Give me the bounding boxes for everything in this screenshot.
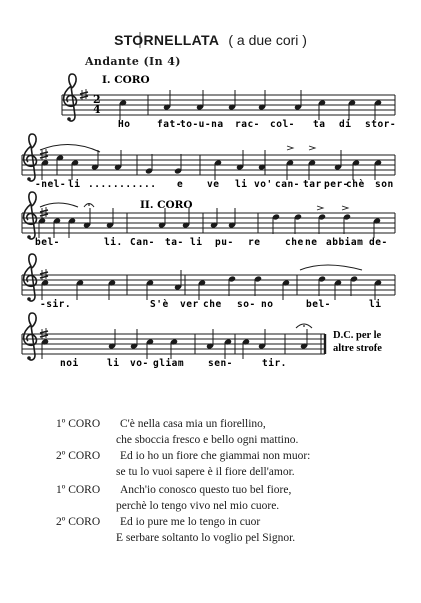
lyric-syllable: ta-	[165, 237, 184, 248]
lyric-syllable: can-	[275, 179, 300, 190]
tempo-marking: Andante (In 4)	[85, 55, 181, 68]
verse-line: Anch'io conosco questo tuo bel fiore,	[120, 484, 292, 496]
time-signature-digit: 4	[93, 103, 101, 116]
lyric-syllable: ne	[305, 237, 318, 248]
time-signature-digit: 2	[93, 93, 101, 106]
dc-instruction: altre strofe	[333, 343, 382, 354]
verse-label: 2º CORO	[56, 516, 101, 528]
lyric-syllable: ...........	[88, 179, 157, 190]
lyric-syllable: ta	[313, 119, 326, 130]
lyric-syllable: noi	[60, 358, 79, 369]
lyric-syllable: Ho	[118, 119, 131, 130]
verse-line: Ed io pure me lo tengo in cuor	[120, 516, 261, 528]
lyric-syllable: Can-	[130, 237, 155, 248]
lyric-syllable: li.	[104, 237, 123, 248]
lyric-syllable: -sir.	[40, 299, 72, 310]
lyric-syllable: col-	[270, 119, 295, 130]
section-label: II. CORO	[140, 199, 193, 211]
lyric-syllable: per-	[324, 179, 349, 190]
lyric-syllable: gliam	[153, 358, 185, 369]
verse-line: C'è nella casa mia un fiorellino,	[120, 418, 266, 430]
lyric-syllable: che	[285, 237, 304, 248]
lyric-syllable: sen-	[208, 358, 233, 369]
verse-line: E serbare soltanto lo voglio pel Signor.	[116, 532, 296, 544]
lyric-syllable: chè	[346, 179, 365, 190]
verse-line: perchè lo tengo vivo nel mio cuore.	[116, 500, 280, 512]
lyric-syllable: ve	[207, 179, 220, 190]
verse-line: che sboccia fresco e bello ogni mattino.	[116, 434, 299, 446]
lyric-syllable: bel-	[306, 299, 331, 310]
lyric-syllable: de-	[369, 237, 388, 248]
song-subtitle: ( a due cori )	[228, 32, 307, 48]
lyric-syllable: vo'	[254, 179, 273, 190]
lyric-syllable: li	[190, 237, 203, 248]
lyric-syllable: e	[177, 179, 184, 190]
dc-instruction: D.C. per le	[333, 330, 382, 341]
lyric-syllable: so-	[237, 299, 256, 310]
song-title: STORNELLATA	[114, 32, 220, 48]
lyric-syllable: rac-	[235, 119, 260, 130]
lyric-syllable: S'è	[150, 299, 169, 310]
lyric-syllable: bel-	[35, 237, 60, 248]
verse-label: 1º CORO	[56, 484, 101, 496]
verse-label: 2º CORO	[56, 450, 101, 462]
lyric-syllable: re	[248, 237, 261, 248]
lyric-syllable: li	[235, 179, 248, 190]
lyric-syllable: ver	[180, 299, 199, 310]
lyric-syllable: tar	[303, 179, 322, 190]
lyric-syllable: tir.	[262, 358, 287, 369]
section-label: I. CORO	[102, 74, 150, 86]
lyric-syllable: -nel-	[35, 179, 67, 190]
lyric-syllable: abbiam	[326, 237, 364, 248]
lyric-syllable: no	[261, 299, 274, 310]
lyric-syllable: che	[203, 299, 222, 310]
lyric-syllable: li	[369, 299, 382, 310]
lyric-syllable: pu-	[215, 237, 234, 248]
lyric-syllable: di	[339, 119, 352, 130]
lyric-syllable: to-u-na	[180, 119, 224, 130]
lyric-syllable: fat-	[157, 119, 182, 130]
verse-line: se tu lo vuoi sapere è il fiore dell'amor.	[116, 466, 295, 478]
lyric-syllable: son	[375, 179, 394, 190]
lyric-syllable: li	[107, 358, 120, 369]
lyric-syllable: stor-	[365, 119, 397, 130]
verse-line: Ed io ho un fiore che giammai non muor:	[120, 450, 311, 462]
lyric-syllable: vo-	[130, 358, 149, 369]
lyric-syllable: li	[68, 179, 81, 190]
verse-label: 1º CORO	[56, 418, 101, 430]
